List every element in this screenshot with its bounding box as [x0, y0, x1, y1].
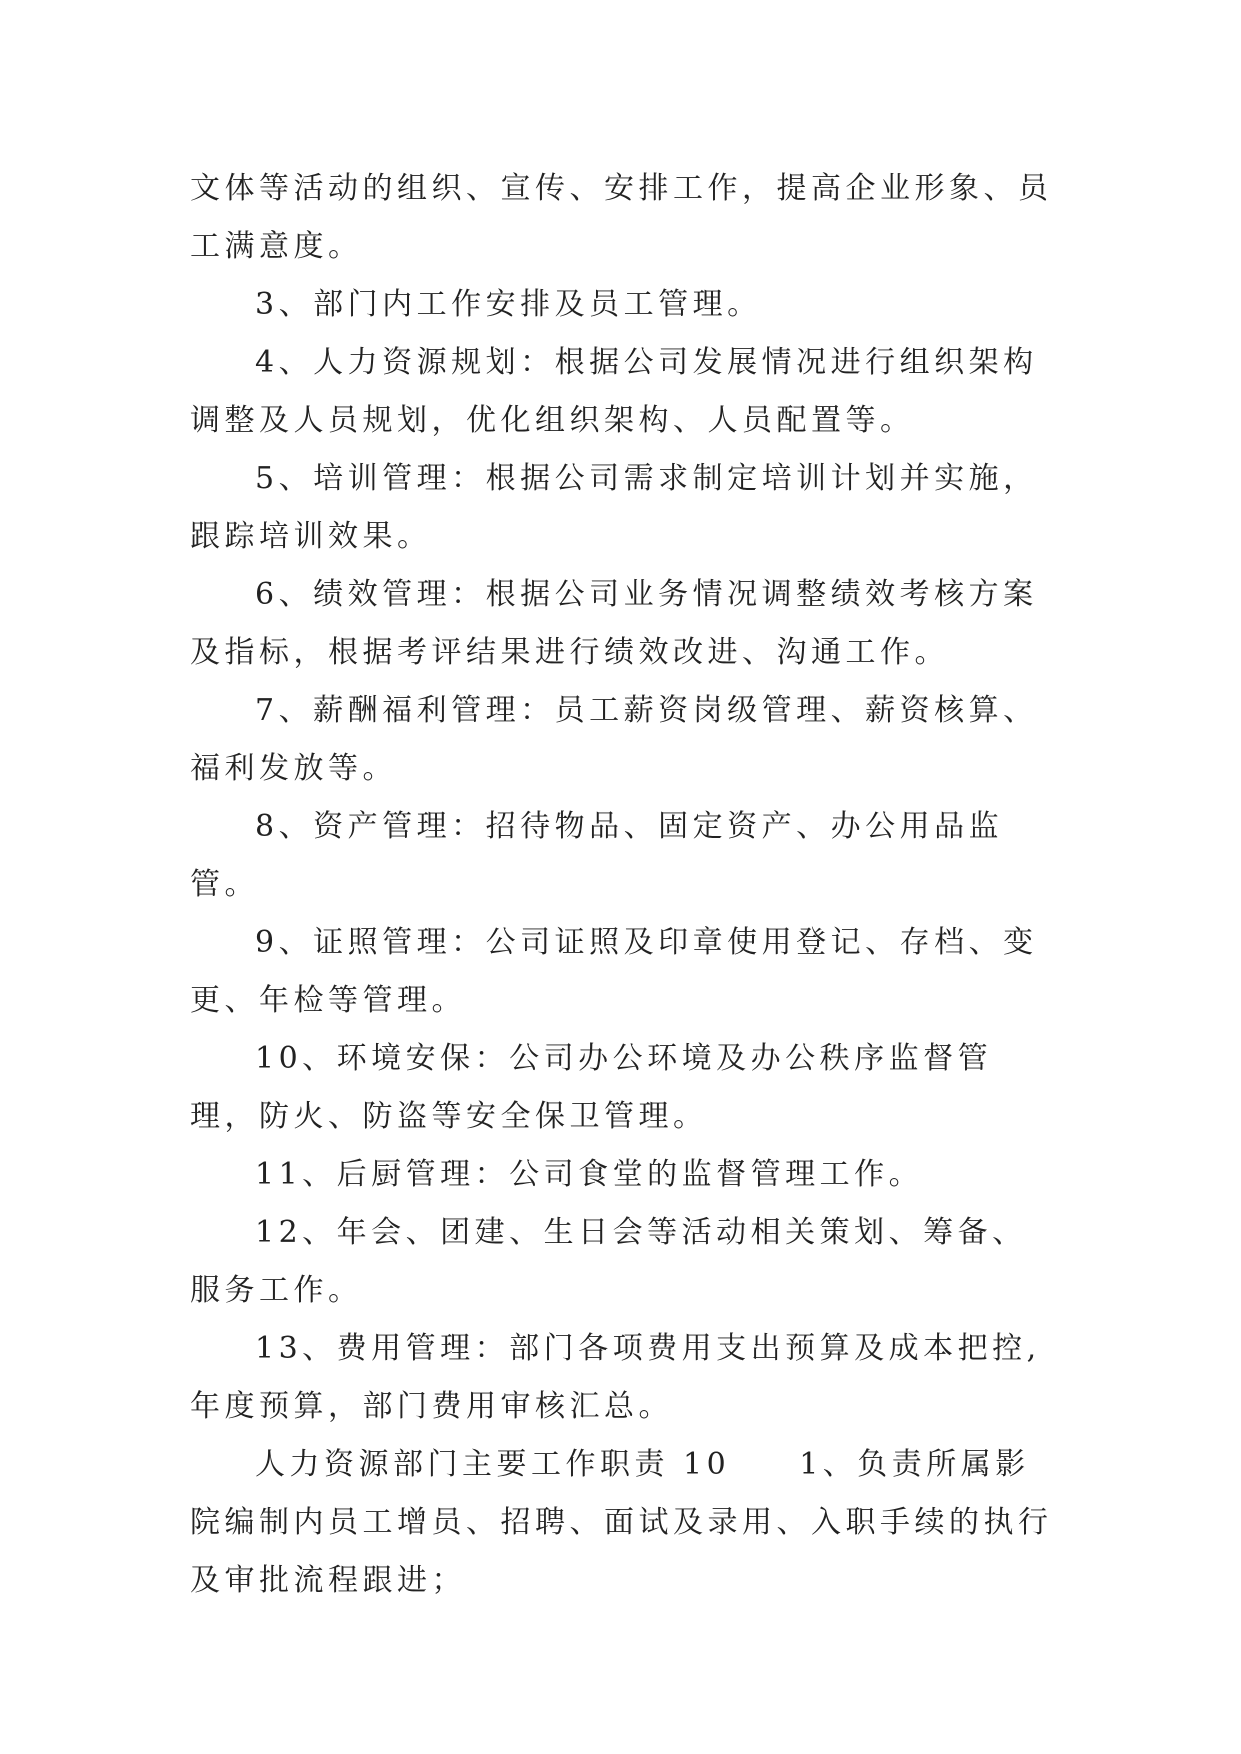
- paragraph-item-8: 8、资产管理：招待物品、固定资产、办公用品监管。: [190, 809, 1004, 902]
- paragraph-item-6: 6、绩效管理：根据公司业务情况调整绩效考核方案及指标，根据考评结果进行绩效改进、沟通工作。: [190, 577, 1038, 670]
- paragraph-item-5: 5、培训管理：根据公司需求制定培训计划并实施，跟踪培训效果。: [190, 461, 1038, 554]
- paragraph-item-11: 11、后厨管理：公司食堂的监督管理工作。: [255, 1157, 924, 1192]
- paragraph-section-heading: 人力资源部门主要工作职责 10 1、负责所属影院编制内员工增员、招聘、面试及录用、入职手续的执行及审批流程跟进；: [190, 1447, 1053, 1598]
- paragraph-item-7: 7、薪酬福利管理：员工薪资岗级管理、薪资核算、福利发放等。: [190, 693, 1038, 786]
- paragraph-continuation: 文体等活动的组织、宣传、安排工作，提高企业形象、员工满意度。: [190, 171, 1053, 264]
- paragraph-item-12: 12、年会、团建、生日会等活动相关策划、筹备、服务工作。: [190, 1215, 1027, 1308]
- document-body: [190, 160, 1060, 1610]
- paragraph-item-4: 4、人力资源规划：根据公司发展情况进行组织架构调整及人员规划，优化组织架构、人员配置等。: [190, 345, 1038, 438]
- paragraph-item-3: 3、部门内工作安排及员工管理。: [255, 287, 762, 322]
- paragraph-item-9: 9、证照管理：公司证照及印章使用登记、存档、变更、年检等管理。: [190, 925, 1038, 1018]
- paragraph-item-13: 13、费用管理：部门各项费用支出预算及成本把控,年度预算，部门费用审核汇总。: [190, 1331, 1041, 1424]
- paragraph-item-10: 10、环境安保：公司办公环境及办公秩序监督管理，防火、防盗等安全保卫管理。: [190, 1041, 993, 1134]
